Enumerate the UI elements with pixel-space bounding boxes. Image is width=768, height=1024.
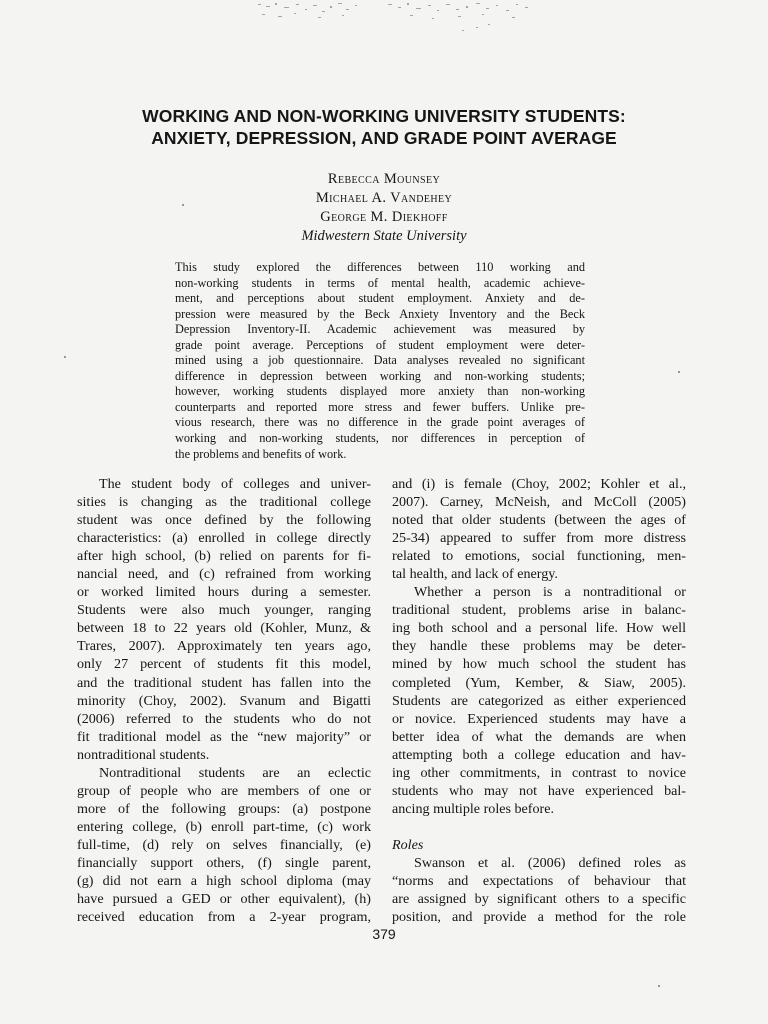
body-column-left — [77, 475, 371, 926]
body-line: tal health, and lack of energy. — [392, 566, 558, 583]
abstract-line: mined using a job questionnaire. Data analyses revealed no significant — [175, 353, 585, 368]
body-line: Students were also much younger, ranging — [77, 602, 371, 619]
body-line: financially support others, (f) single parent, — [77, 854, 371, 871]
body-line: mined by how much school the student has — [392, 656, 686, 673]
body-line: entering college, (b) enroll part-time, (c) work — [77, 818, 371, 835]
paragraph-gap — [392, 818, 686, 836]
body-line: Swanson et al. (2006) defined roles as — [414, 854, 686, 871]
body-line: fit traditional model as the “new majority” or — [77, 728, 371, 745]
abstract-line: vious research, there was no difference in the grade point averages of — [175, 415, 585, 430]
body-line: students who may not have experienced bal- — [392, 782, 686, 799]
body-line: and (i) is female (Choy, 2002; Kohler et al., — [392, 476, 686, 492]
body-line: nancial need, and (c) refrained from working — [77, 566, 371, 583]
body-line: characteristics: (a) enrolled in college directly — [77, 530, 371, 547]
abstract-line: counterparts and reported more stress and fewer buffers. Unlike pre- — [175, 399, 585, 414]
abstract-line: however, working students displayed more anxiety than non-working — [175, 384, 585, 399]
scan-speck — [678, 371, 680, 373]
abstract-line: This study explored the differences between 110 working and — [175, 260, 585, 274]
scan-speck — [658, 985, 660, 987]
abstract-line: Depression Inventory-II. Academic achievement was measured by — [175, 322, 585, 337]
abstract-line: working and non-working students, nor differences in perception of — [175, 431, 585, 446]
page-number: 379 — [372, 926, 396, 942]
body-line: better idea of what the demands are when — [392, 728, 686, 745]
section-heading: Roles — [392, 836, 424, 853]
body-line: full-time, (d) rely on selves financially, (e) — [77, 836, 371, 853]
body-line: traditional student, problems arise in balanc- — [392, 602, 686, 619]
body-line: minority (Choy, 2002). Svanum and Bigatti — [77, 692, 371, 709]
body-line: related to emotions, social functioning, men- — [392, 548, 686, 565]
title-line: ANXIETY, DEPRESSION, AND GRADE POINT AVERAGE — [151, 128, 617, 148]
body-line: nontraditional students. — [77, 746, 210, 763]
title-line: WORKING AND NON-WORKING UNIVERSITY STUDENTS: — [142, 106, 626, 126]
body-line: Whether a person is a nontraditional or — [414, 584, 686, 601]
abstract-line: pression were measured by the Beck Anxiety Inventory and the Beck — [175, 306, 585, 321]
scan-speck — [64, 356, 66, 358]
body-line: they handle these problems may be deter- — [392, 638, 686, 655]
body-line: or novice. Experienced students may have a — [392, 710, 686, 727]
body-line: position, and provide a method for the role — [392, 909, 686, 926]
body-line: Trares, 2007). Approximately ten years ago, — [77, 638, 371, 655]
author-name: Michael A. Vandehey — [315, 190, 453, 206]
body-line: ing both school and a personal life. How well — [392, 620, 686, 637]
body-line: and the traditional student has fallen into the — [77, 674, 371, 691]
abstract — [175, 260, 585, 462]
body-line: more of the following groups: (a) postpone — [77, 800, 371, 817]
body-line: sities is changing as the traditional college — [77, 494, 371, 511]
body-line: Students are categorized as either experienced — [392, 692, 686, 709]
author-block — [184, 170, 584, 246]
body-line: (2006) referred to the students who do not — [77, 710, 371, 727]
body-line: student was once defined by the following — [77, 512, 371, 529]
body-line: after high school, (b) relied on parents for fi- — [77, 548, 371, 565]
scan-artifact-header — [0, 0, 768, 40]
body-line: received education from a 2-year program, — [77, 909, 371, 926]
body-column-right — [392, 475, 686, 926]
author-affiliation: Midwestern State University — [301, 228, 467, 244]
body-line: Nontraditional students are an eclectic — [99, 764, 371, 781]
abstract-line: difference in depression between working and non-working students; — [175, 368, 585, 383]
body-line: or worked limited hours during a semester. — [77, 584, 371, 601]
author-name: George M. Diekhoff — [320, 209, 448, 225]
body-line: ing other commitments, in contrast to novice — [392, 764, 686, 781]
abstract-line: non-working students in terms of mental health, academic achieve- — [175, 275, 585, 290]
body-line: noted that older students (between the ages of — [392, 512, 686, 529]
body-line: attempting both a college education and hav- — [392, 746, 686, 763]
abstract-line: ment, and perceptions about student employment. Anxiety and de- — [175, 291, 585, 306]
author-name: Rebecca Mounsey — [327, 171, 441, 187]
body-line: completed (Yum, Kember, & Siaw, 2005). — [392, 674, 686, 691]
body-line: are assigned by significant others to a specific — [392, 891, 686, 908]
abstract-line: the problems and benefits of work. — [175, 446, 347, 461]
body-line: 25-34) appeared to suffer from more distress — [392, 530, 686, 547]
body-line: have pursued a GED or other equivalent), (h) — [77, 891, 371, 908]
article-title — [40, 105, 728, 149]
body-line: (g) did not earn a high school diploma (may — [77, 873, 371, 890]
body-line: The student body of colleges and univer- — [99, 476, 371, 492]
body-line: “norms and expectations of behaviour that — [392, 873, 686, 890]
body-line: only 27 percent of students fit this model, — [77, 656, 371, 673]
body-line: 2007). Carney, McNeish, and McColl (2005) — [392, 494, 686, 511]
abstract-line: grade point average. Perceptions of student employment were deter- — [175, 337, 585, 352]
body-line: group of people who are members of one or — [77, 782, 371, 799]
body-line: ancing multiple roles before. — [392, 800, 555, 817]
body-line: between 18 to 22 years old (Kohler, Munz, & — [77, 620, 371, 637]
